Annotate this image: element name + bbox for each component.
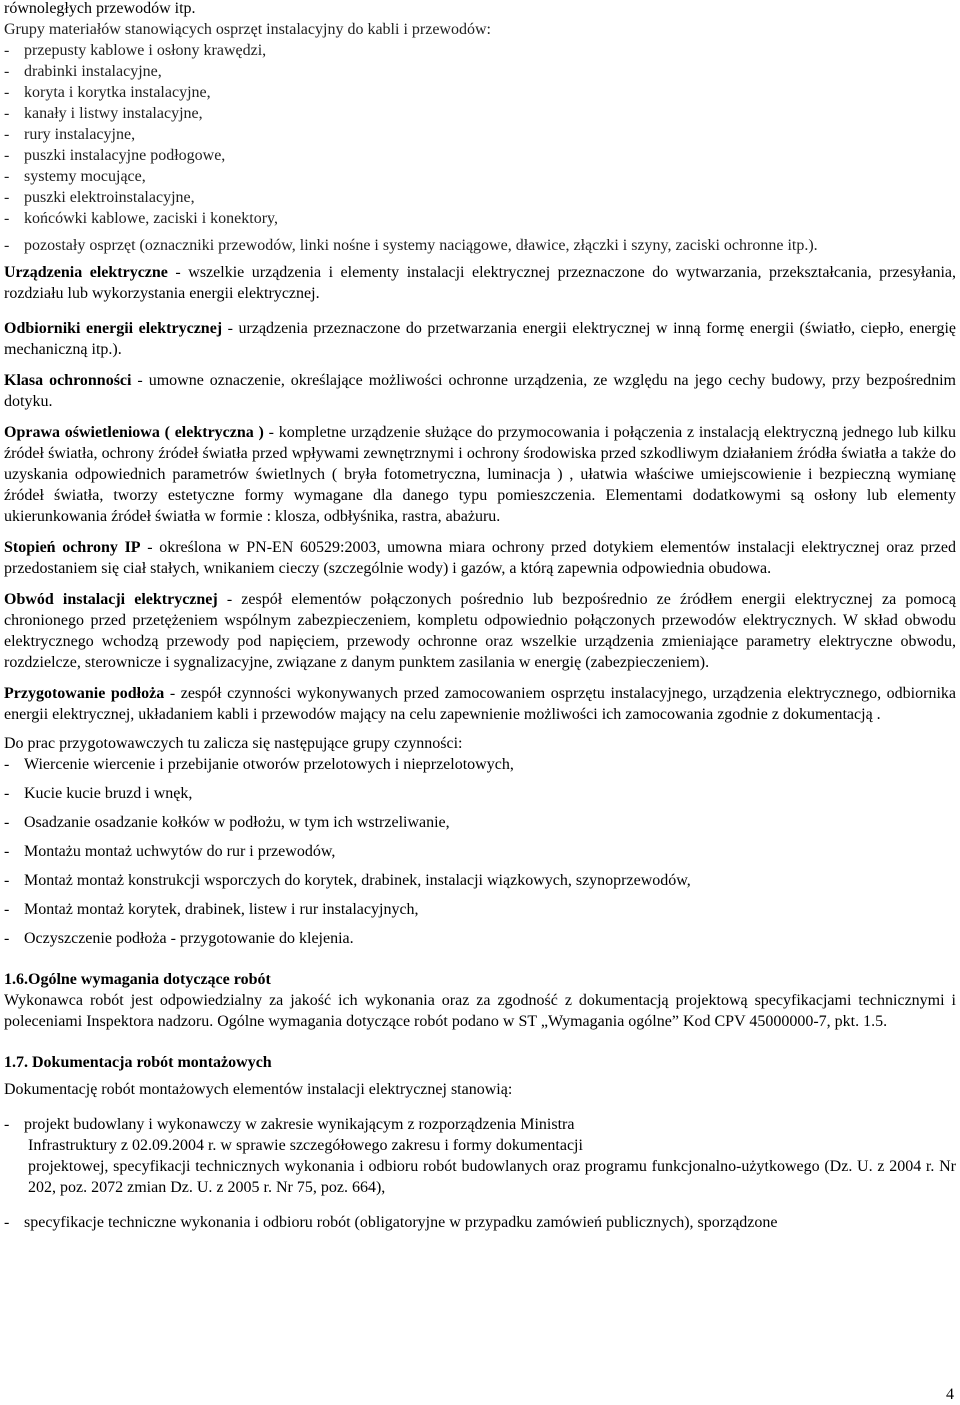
doc-list-item-1: - projekt budowlany i wykonawczy w zakresie wynikającym z rozporządzenia Ministra Infrastruktury z 02.09.2004 r. w sprawie szczegółowego zakresu i formy dokumentacji projektowej, specyfikacji technicznych wykonania i odbioru robót budowlanych oraz programu funkcjonalno-użytkowego (Dz. U. z 2004 r. Nr 202, poz. 2072 zmian Dz. U. z 2005 r. Nr 75, poz. 664),: [4, 1116, 956, 1196]
groups-heading: Grupy materiałów stanowiących osprzęt instalacyjny do kabli i przewodów:: [4, 21, 491, 38]
definition-receivers: Odbiorniki energii elektrycznej - urządzenia przeznaczone do przetwarzania energii elektrycznej w inną formę energii (światło, ciepło, energię mechaniczną itp.).: [4, 320, 957, 358]
list-item: - Montaż montaż korytek, drabinek, listew i rur instalacyjnych,: [4, 901, 419, 918]
doc-item1-line2: Infrastruktury z 02.09.2004 r. w sprawie szczegółowego zakresu i formy dokumentacji: [28, 1137, 583, 1154]
list-item: - Oczyszczenie podłoża - przygotowanie do klejenia.: [4, 930, 354, 947]
intro-line: równoległych przewodów itp.: [4, 0, 196, 17]
list-item: - koryta i korytka instalacyjne,: [4, 84, 211, 101]
list-item: - Kucie kucie bruzd i wnęk,: [4, 785, 193, 802]
list-item: - przepusty kablowe i osłony krawędzi,: [4, 42, 267, 59]
definition-term: Odbiorniki energii elektrycznej: [4, 320, 223, 337]
page-number: 4: [946, 1386, 954, 1403]
list-item: - systemy mocujące,: [4, 168, 146, 185]
list-item: - rury instalacyjne,: [4, 126, 136, 143]
definition-protection-class: Klasa ochronności - umowne oznaczenie, określające możliwości ochronne urządzenia, ze względu na jego cechy budowy, przy bezpośrednim dotyku.: [4, 372, 956, 410]
list-item: - kanały i listwy instalacyjne,: [4, 105, 203, 122]
section-16-title: 1.6.Ogólne wymagania dotyczące robót: [4, 971, 271, 988]
definition-term: Przygotowanie podłoża: [4, 685, 165, 702]
list-item: - drabinki instalacyjne,: [4, 63, 162, 80]
groups-list: [4, 40, 956, 229]
doc-item1-line1: projekt budowlany i wykonawczy w zakresie wynikającym z rozporządzenia Ministra: [24, 1116, 575, 1133]
definition-luminaire: Oprawa oświetleniowa ( elektryczna ) - kompletne urządzenie służące do przymocowania i połączenia z instalacją elektryczną jednego lub kilku źródeł światła, ochrony źródeł światła przed wpływami zewnętrznymi i ochrony środowiska przed szkodliwym działaniem źródła światła a także do uzyskania odpowiednich parametrów świetlnych ( bryła fotometryczna, luminacja ) , ułatwia właściwe umiejscowienie i bezpieczną wymianę źródeł światła, tworzy estetyczne formy wymagane dla danego typu pomieszczenia. Elementami dodatkowymi są osłony lub elementy ukierunkowania źródeł światła w formie : klosza, odbłyśnika, rastra, abażuru.: [4, 424, 956, 525]
definition-term: Obwód instalacji elektrycznej: [4, 591, 218, 608]
groups-last-item: - pozostały osprzęt (oznaczniki przewodów, linki nośne i systemy naciągowe, dławice, złączki i szyny, zaciski ochronne itp.).: [4, 237, 818, 254]
definition-term: Stopień ochrony IP: [4, 539, 141, 556]
list-item: - puszki instalacyjne podłogowe,: [4, 147, 226, 164]
definition-substrate-prep: Przygotowanie podłoża - zespół czynności wykonywanych przed zamocowaniem osprzętu instalacyjnego, urządzenia elektrycznego, odbiornika energii elektrycznej, układaniem kabli i przewodów mający na celu zapewnienie możliwości ich zamocowania zgodnie z dokumentacją .: [4, 685, 956, 723]
list-item: - Osadzanie osadzanie kołków w podłożu, w tym ich wstrzeliwanie,: [4, 814, 450, 831]
section-17-intro: Dokumentację robót montażowych elementów instalacji elektrycznej stanowią:: [4, 1081, 513, 1098]
definition-devices: Urządzenia elektryczne - wszelkie urządzenia i elementy instalacji elektrycznej przeznaczone do wytwarzania, przekształcania, przesyłania, rozdziału lub wykorzystania energii elektrycznej.: [4, 264, 956, 302]
doc-list-item-2: - specyfikacje techniczne wykonania i odbioru robót (obligatoryjne w przypadku zamówień publicznych), sporządzone: [4, 1214, 778, 1231]
definition-term: Oprawa oświetleniowa ( elektryczna ): [4, 424, 264, 441]
definition-term: Urządzenia elektryczne: [4, 264, 168, 281]
definition-ip-rating: Stopień ochrony IP - określona w PN-EN 60529:2003, umowna miara ochrony przed dotykiem elementów instalacji elektrycznej oraz przed przedostaniem się ciał stałych, wnikaniem cieczy (szczególnie wody) i gazów, a którą zapewnia odpowiednia obudowa.: [4, 539, 957, 577]
definition-term: Klasa ochronności: [4, 372, 132, 389]
list-item: - końcówki kablowe, zaciski i konektory,: [4, 210, 279, 227]
section-17-title: 1.7. Dokumentacja robót montażowych: [4, 1054, 272, 1071]
prep-heading: Do prac przygotowawczych tu zalicza się następujące grupy czynności:: [4, 735, 463, 752]
list-item: - Wiercenie wiercenie i przebijanie otworów przelotowych i nieprzelotowych,: [4, 756, 514, 773]
doc-item1-line3: projektowej, specyfikacji technicznych wykonania i odbioru robót budowlanych oraz programu funkcjonalno-użytkowego (Dz. U. z 2004 r. Nr 202, poz. 2072 zmian Dz. U. z 2005 r. Nr 75, poz. 664),: [28, 1158, 956, 1196]
list-item: - Montaż montaż konstrukcji wsporczych do korytek, drabinek, instalacji wiązkowych, szynoprzewodów,: [4, 872, 691, 889]
document-page: [4, 0, 956, 1233]
list-item: - puszki elektroinstalacyjne,: [4, 189, 195, 206]
section-16-text: Wykonawca robót jest odpowiedzialny za jakość ich wykonania oraz za zgodność z dokumentacją projektową specyfikacjami technicznymi i poleceniami Inspektora nadzoru. Ogólne wymagania dotyczące robót podano w ST „Wymagania ogólne” Kod CPV 45000000-7, pkt. 1.5.: [4, 992, 956, 1030]
definition-circuit: Obwód instalacji elektrycznej - zespół elementów połączonych pośrednio lub bezpośrednio ze źródłem energii elektrycznej za pomocą chronionego przed przetężeniem wspólnym zabezpieczeniem, kompletu odpowiednio połączonych przewodów elektrycznych. W skład obwodu elektrycznego wchodzą przewody pod napięciem, przewody ochronne oraz wszelkie urządzenia zmieniające parametry elektryczne obwodu, rozdzielcze, sterownicze i sygnalizacyjne, związane z danym punktem zasilania w energię (zabezpieczeniem).: [4, 591, 956, 671]
list-item: - Montażu montaż uchwytów do rur i przewodów,: [4, 843, 336, 860]
prep-list: [4, 754, 956, 949]
